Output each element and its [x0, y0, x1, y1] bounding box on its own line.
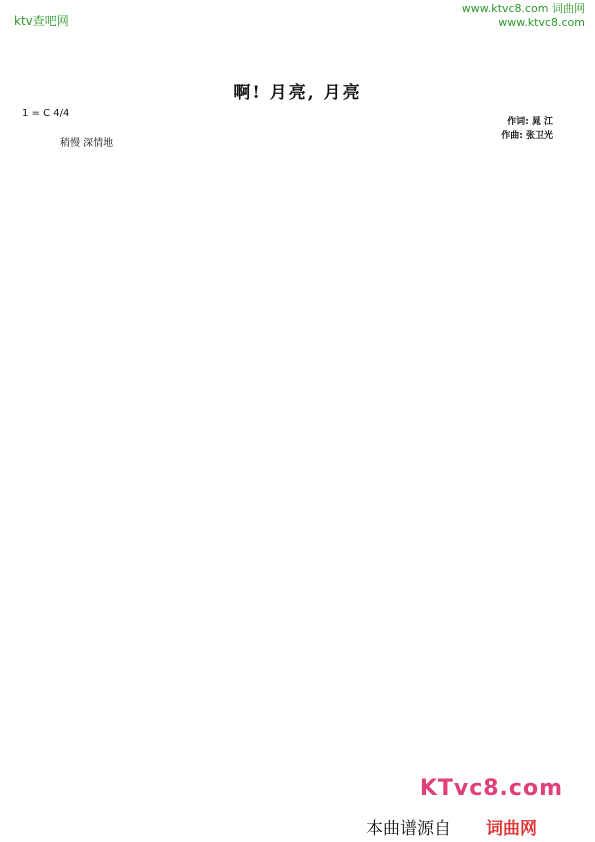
- site-logo: KTvc8.com: [419, 776, 563, 801]
- score-row: [48, 558, 548, 578]
- composer-credit: 作曲: 张卫光: [501, 131, 553, 141]
- score-row: [48, 238, 548, 258]
- source-label: 本曲谱源自: [366, 819, 451, 839]
- watermark-line-1: www.ktvc8.com 词曲网: [461, 2, 585, 15]
- watermark-line-2: www.ktvc8.com: [498, 16, 585, 29]
- score-row: [48, 478, 548, 498]
- lyricist-credit: 作词: 晁 江: [507, 117, 553, 127]
- score-row: [48, 718, 548, 738]
- score-row: [48, 318, 548, 338]
- score-row: [48, 158, 548, 178]
- tempo-marking: 稍慢 深情地: [60, 138, 114, 149]
- watermark-top-left: ktv查吧网: [14, 14, 69, 28]
- song-title: 啊! 月亮, 月亮: [233, 83, 362, 103]
- key-signature: 1 = C 4/4: [22, 108, 70, 119]
- source-site: 词曲网: [486, 819, 537, 839]
- score-row: [48, 638, 548, 658]
- score-row: [48, 398, 548, 418]
- watermark-top-right: [462, 2, 585, 30]
